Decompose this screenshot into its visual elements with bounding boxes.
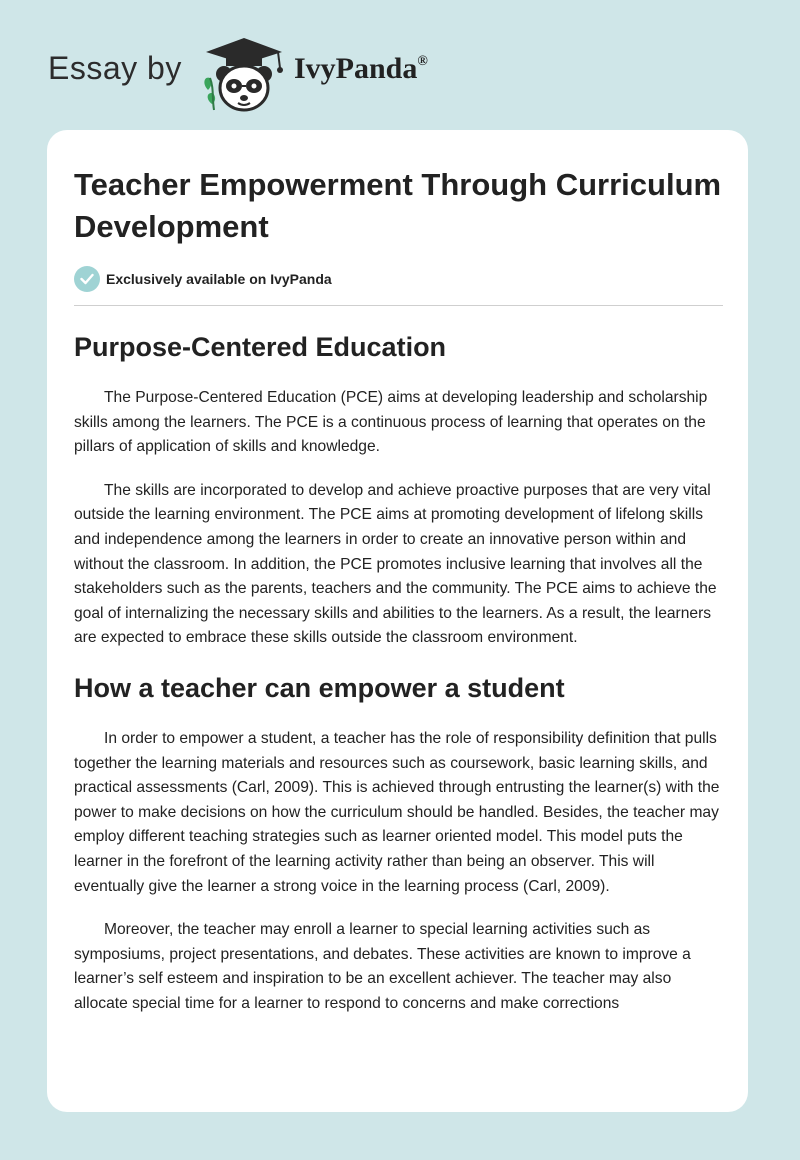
paragraph: Moreover, the teacher may enroll a learner to special learning activities such as symposiums, project presentations, and debates. These activities are known to improve a learner’s self esteem and inspiration to be an excellent achiever. The teacher may also allocate special time for a learner to respond to concerns and make corrections — [74, 921, 691, 1012]
essay-by-label: Essay by — [48, 50, 182, 86]
divider — [74, 305, 723, 306]
ivypanda-logo-icon[interactable] — [198, 34, 290, 114]
paragraph: In order to empower a student, a teacher has the role of responsibility definition that pulls together the learning materials and resources such as coursework, basic learning skills, and practical assessments (Carl, 2009). This is achieved through entrusting the learner(s) with the power to make decisions on how the curriculum should be handled. Besides, the teacher may employ different teaching strategies such as learner oriented model. This model puts the learner in the forefront of the learning activity rather than being an observer. This will eventually give the learner a strong voice in the learning process (Carl, 2009). — [74, 729, 720, 895]
essay-title: Teacher Empowerment Through Curriculum Development — [74, 167, 722, 244]
brand-text: IvyPanda — [294, 52, 418, 85]
paragraph: The skills are incorporated to develop and achieve proactive purposes that are very vital outside the learning environment. The PCE aims at promoting development of lifelong skills and independence among the learners in order to create an innovative person within and without the classroom. In addition, the PCE promotes inclusive learning that involves all the stakeholders such as the parents, teachers and the community. The PCE aims to achieve the goal of internalizing the necessary skills and abilities to the learners. As a result, the learners are expected to embrace these skills outside the classroom environment. — [74, 481, 717, 647]
essay-card — [47, 130, 748, 1112]
check-icon — [74, 266, 100, 292]
brand-name[interactable] — [294, 52, 428, 86]
essay-content — [74, 164, 723, 1016]
site-header — [48, 34, 508, 114]
paragraph: The Purpose-Centered Education (PCE) aims at developing leadership and scholarship skills among the learners. The PCE is a continuous process of learning that operates on the pillars of application of skills and knowledge. — [74, 389, 708, 456]
exclusive-badge — [74, 266, 723, 292]
exclusive-badge-label: Exclusively available on IvyPanda — [106, 271, 332, 287]
registered-mark: ® — [417, 54, 428, 69]
section-heading: How a teacher can empower a student — [74, 672, 565, 703]
section-heading: Purpose-Centered Education — [74, 332, 447, 362]
